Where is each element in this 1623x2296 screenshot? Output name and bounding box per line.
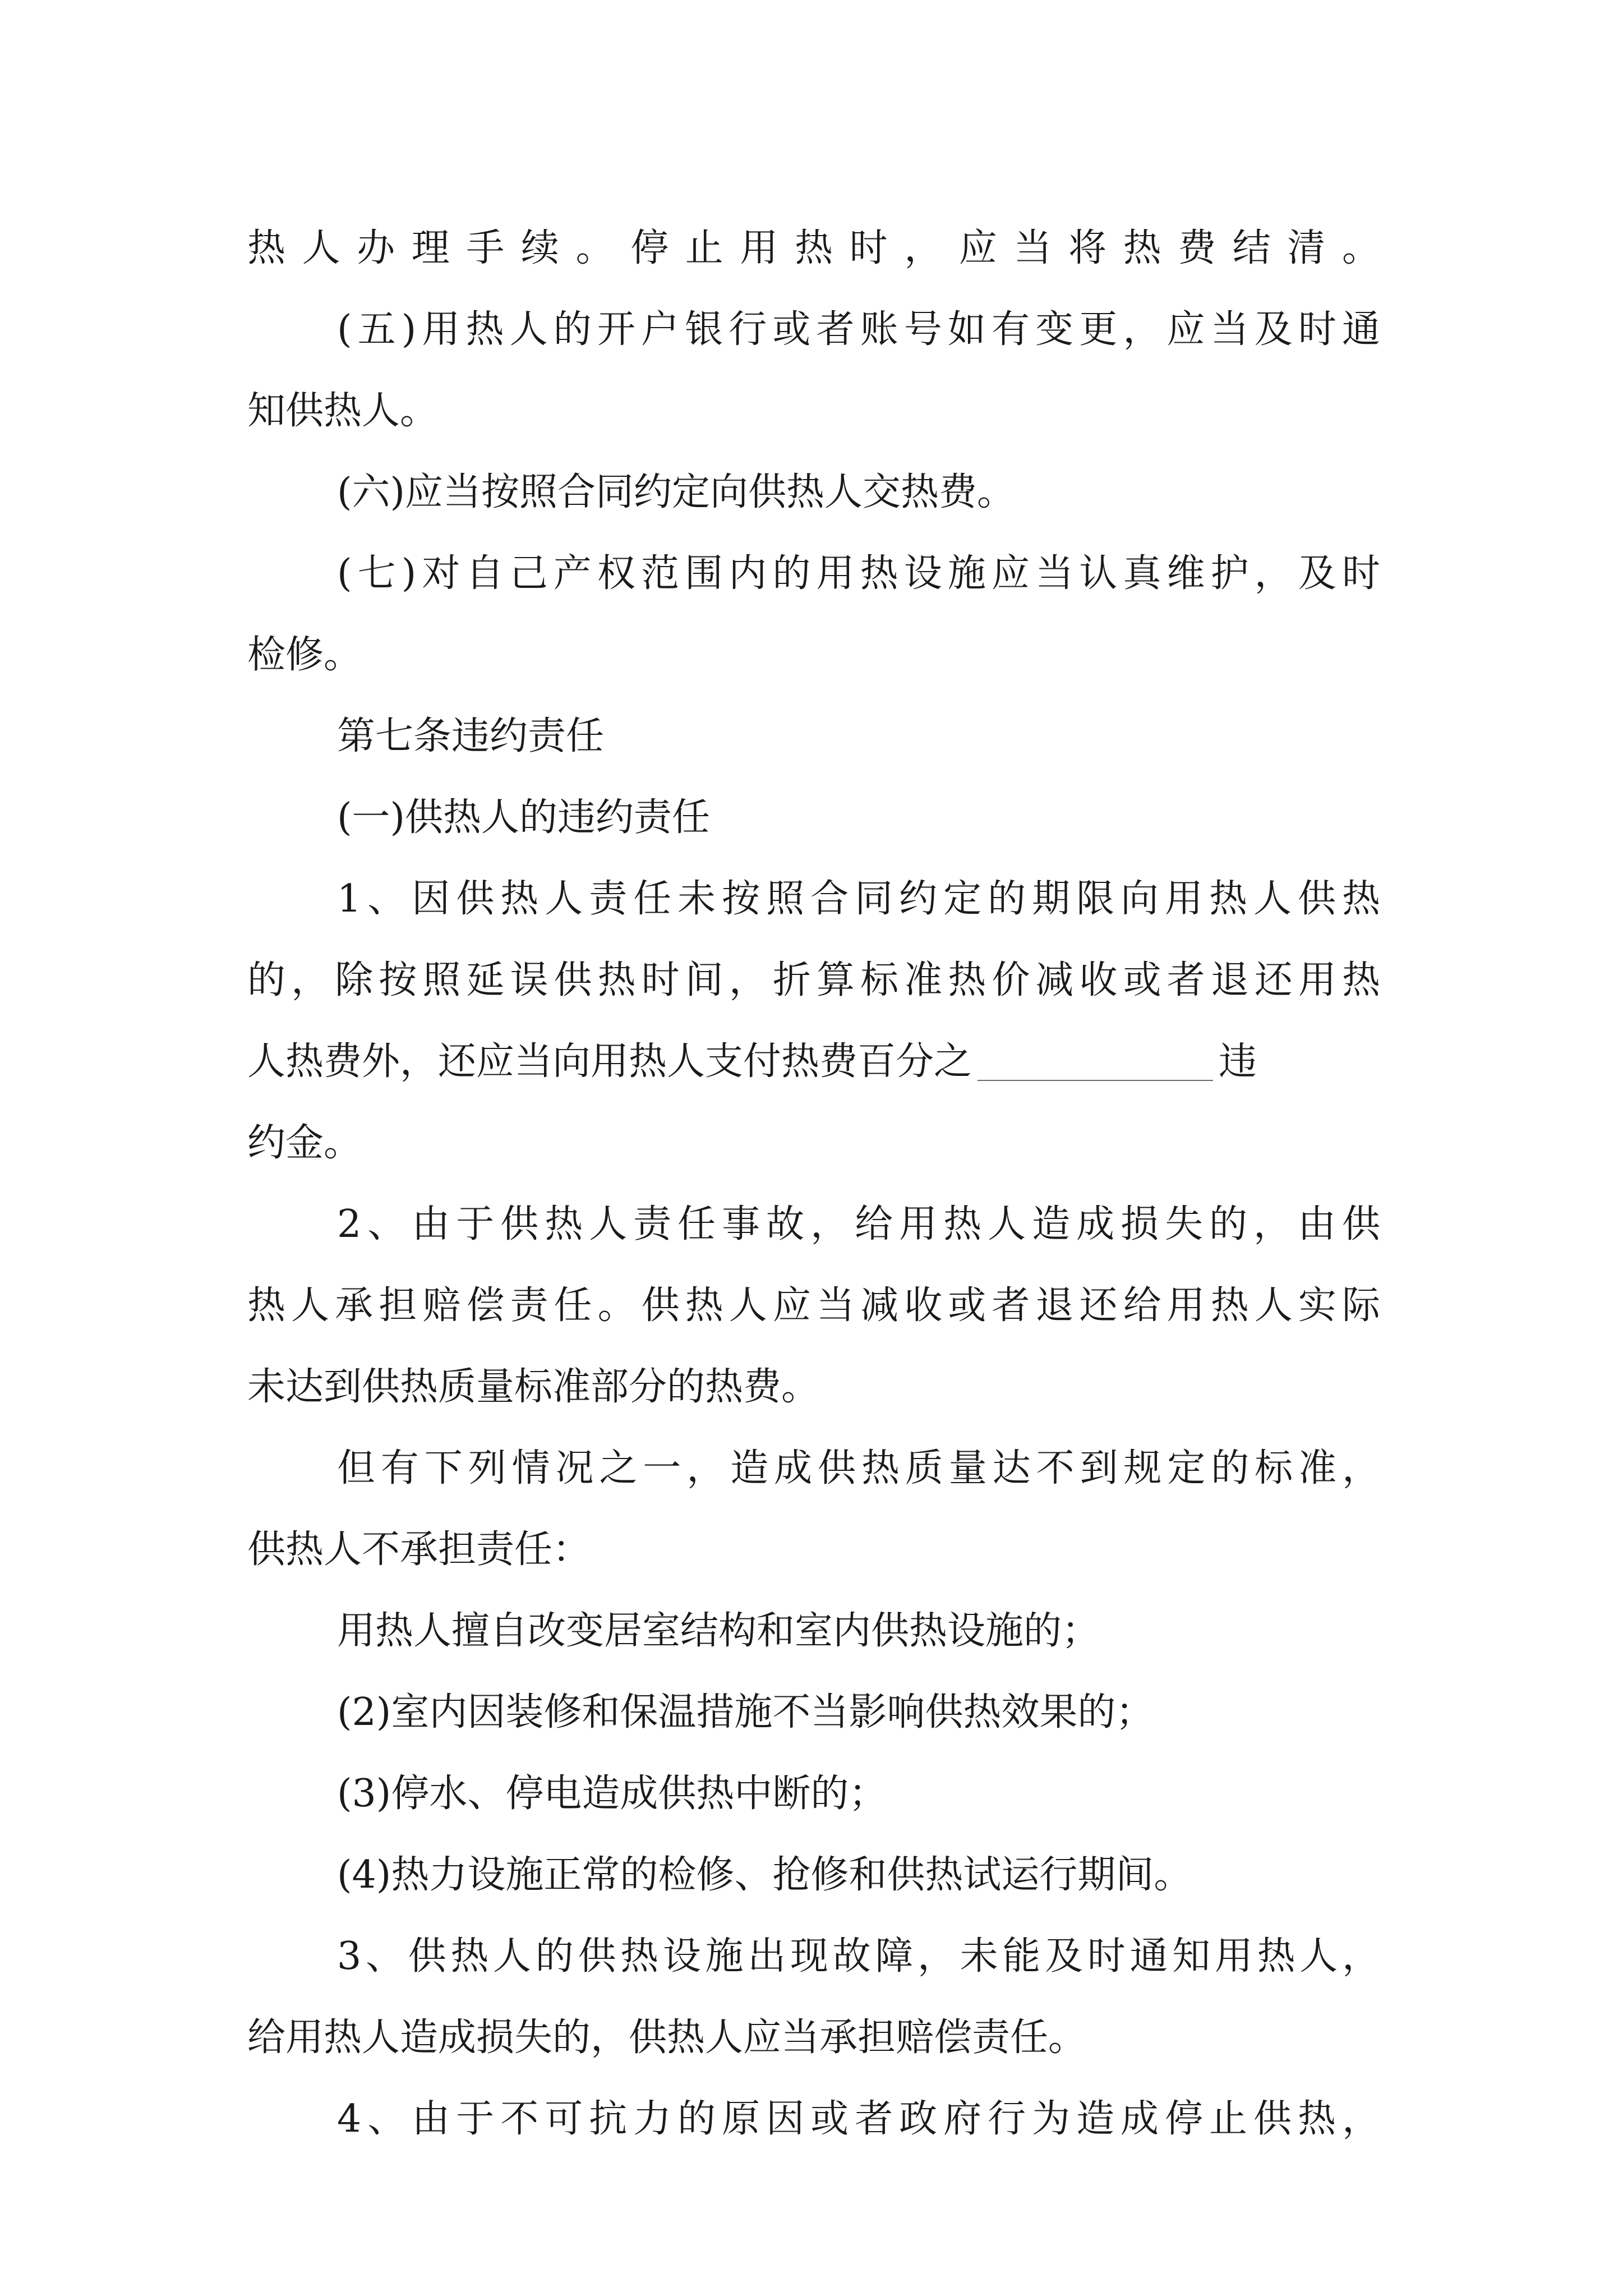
list-item: (2)室内因装修和保温措施不当影响供热效果的； bbox=[337, 1690, 1154, 1734]
paragraph-line: 给用热人造成损失的，供热人应当承担赔偿责任。 bbox=[247, 2016, 1087, 2060]
list-item: (4)热力设施正常的检修、抢修和供热试运行期间。 bbox=[337, 1853, 1192, 1897]
paragraph-line: 4、由于不可抗力的原因或者政府行为造成停止供热， bbox=[337, 2097, 1380, 2141]
list-item: (3)停水、停电造成供热中断的； bbox=[337, 1772, 887, 1816]
paragraph-line: 但有下列情况之一，造成供热质量达不到规定的标准， bbox=[337, 1446, 1380, 1490]
list-item: 用热人擅自改变居室结构和室内供热设施的； bbox=[337, 1609, 1100, 1653]
paragraph-line-with-blank bbox=[247, 1021, 1380, 1102]
paragraph-line: 的，除按照延误供热时间，折算标准热价减收或者退还用热 bbox=[247, 958, 1380, 1002]
paragraph-line: (六)应当按照合同约定向供热人交热费。 bbox=[337, 470, 1016, 514]
paragraph-line: 检修。 bbox=[247, 633, 362, 677]
paragraph-text: 违 bbox=[1219, 1039, 1257, 1084]
paragraph-line: (五)用热人的开户银行或者账号如有变更，应当及时通 bbox=[337, 307, 1380, 352]
paragraph-line: (七)对自己产权范围内的用热设施应当认真维护，及时 bbox=[337, 551, 1380, 596]
subsection-heading: (一)供热人的违约责任 bbox=[337, 795, 711, 840]
paragraph-line: 供热人不承担责任： bbox=[247, 1527, 591, 1572]
paragraph-line: 热人承担赔偿责任。供热人应当减收或者退还给用热人实际 bbox=[247, 1283, 1380, 1328]
paragraph-line: 知供热人。 bbox=[247, 389, 439, 433]
paragraph-text: 人热费外，还应当向用热人支付热费百分之 bbox=[247, 1039, 972, 1084]
paragraph-line: 热人办理手续。停止用热时，应当将热费结清。 bbox=[247, 226, 1380, 270]
section-heading: 第七条违约责任 bbox=[337, 714, 605, 758]
fill-in-blank[interactable] bbox=[978, 1079, 1213, 1081]
paragraph-line: 3、供热人的供热设施出现故障，未能及时通知用热人， bbox=[337, 1934, 1380, 1978]
paragraph-line: 未达到供热质量标准部分的热费。 bbox=[247, 1365, 820, 1409]
paragraph-line: 1、因供热人责任未按照合同约定的期限向用热人供热 bbox=[337, 877, 1380, 921]
paragraph-line: 2、由于供热人责任事故，给用热人造成损失的，由供 bbox=[337, 1202, 1380, 1246]
paragraph-line: 约金。 bbox=[247, 1121, 362, 1165]
